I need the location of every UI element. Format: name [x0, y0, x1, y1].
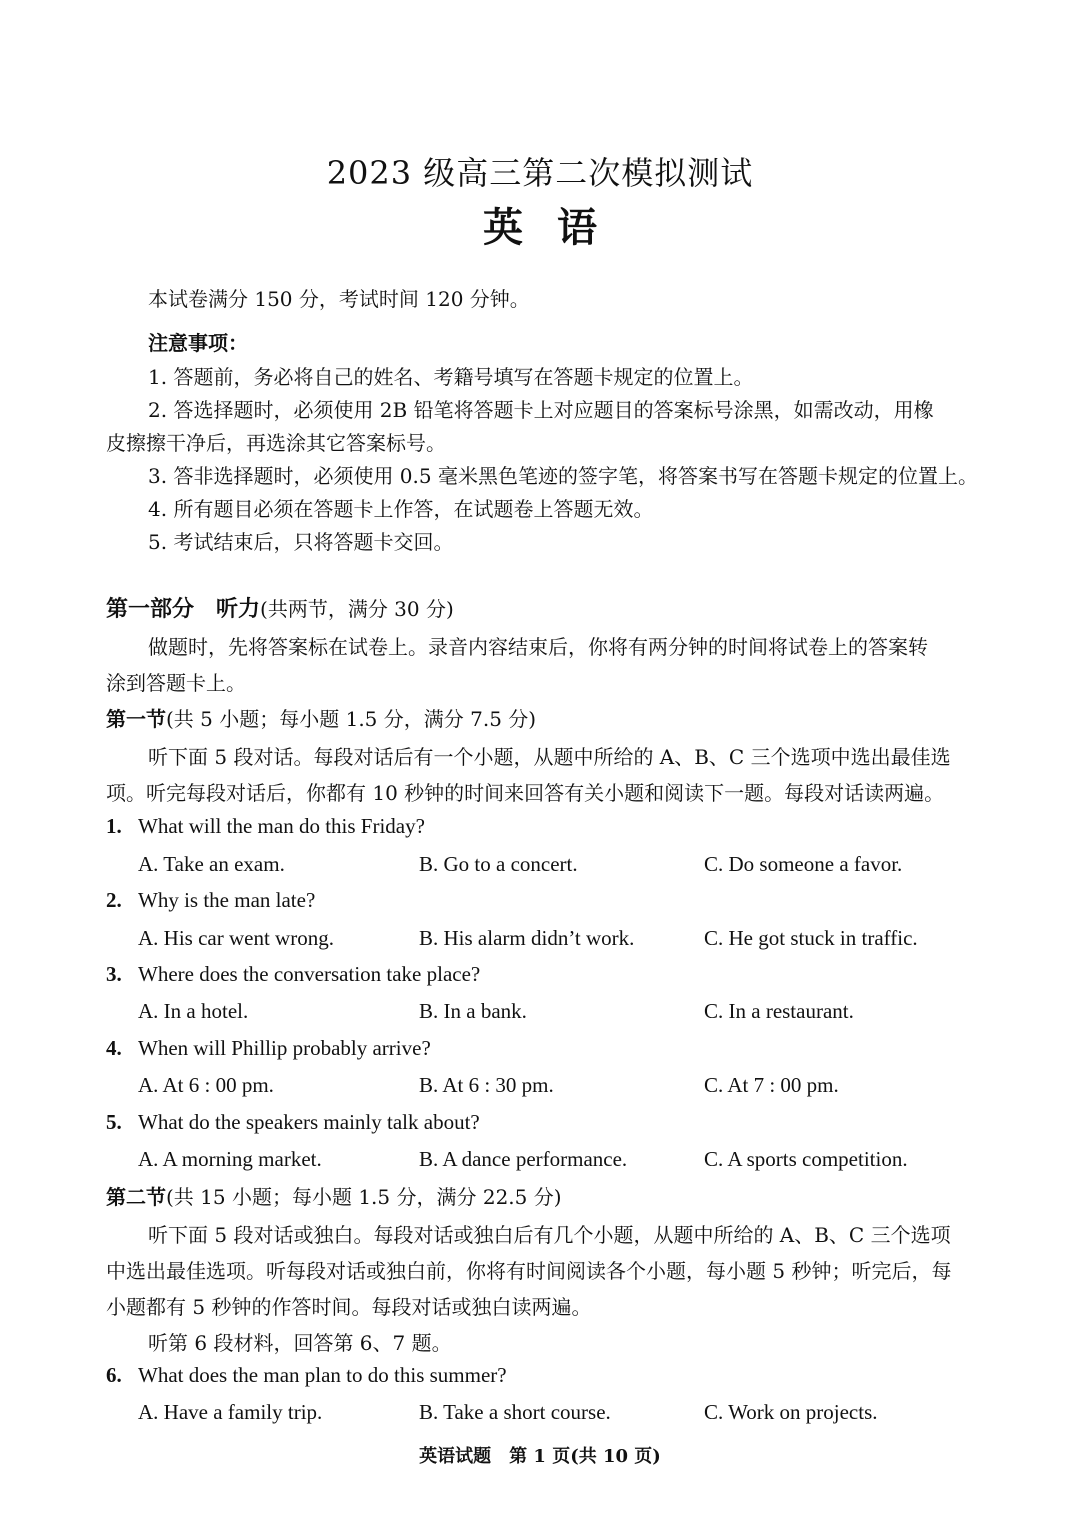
notice-item: 1. 答题前，务必将自己的姓名、考籍号填写在答题卡规定的位置上。	[148, 365, 754, 389]
notice-item: 5. 考试结束后，只将答题卡交回。	[148, 530, 454, 554]
option-b: B. At 6 : 30 pm.	[419, 1073, 554, 1097]
option-c: C. At 7 : 00 pm.	[704, 1073, 839, 1097]
question-text: Why is the man late?	[138, 888, 316, 912]
notice-title: 注意事项：	[148, 331, 248, 355]
option-a: A. A morning market.	[138, 1147, 322, 1171]
question-number: 2.	[106, 888, 122, 912]
notice-item: 3. 答非选择题时，必须使用 0.5 毫米黑色笔迹的签字笔，将答案书写在答题卡规定的位置上。	[148, 464, 978, 488]
page-footer: 英语试题 第 1 页(共 10 页)	[419, 1446, 661, 1467]
question-text: What will the man do this Friday?	[138, 814, 425, 838]
exam-title: 2023 级高三第二次模拟测试	[326, 154, 754, 192]
section2-instruction: 小题都有 5 秒钟的作答时间。每段对话或独白读两遍。	[106, 1295, 592, 1319]
section2-instruction: 听下面 5 段对话或独白。每段对话或独白后有几个小题，从题中所给的 A、B、C 三个选项	[148, 1223, 951, 1247]
option-b: B. In a bank.	[419, 999, 527, 1023]
question-text: What does the man plan to do this summer?	[138, 1363, 507, 1387]
part1-instruction: 做题时，先将答案标在试卷上。录音内容结束后，你将有两分钟的时间将试卷上的答案转	[148, 635, 928, 659]
option-c: C. Work on projects.	[704, 1400, 878, 1424]
option-b: B. Take a short course.	[419, 1400, 611, 1424]
option-c: C. In a restaurant.	[704, 999, 854, 1023]
question-text: Where does the conversation take place?	[138, 962, 481, 986]
option-a: A. At 6 : 00 pm.	[138, 1073, 274, 1097]
option-b: B. A dance performance.	[419, 1147, 628, 1171]
question-number: 4.	[106, 1036, 122, 1060]
section1-instruction: 听下面 5 段对话。每段对话后有一个小题，从题中所给的 A、B、C 三个选项中选出最佳选	[148, 745, 951, 769]
question-number: 3.	[106, 962, 122, 986]
notice-item: 4. 所有题目必须在答题卡上作答，在试题卷上答题无效。	[148, 497, 654, 521]
full-score-note: 本试卷满分 150 分，考试时间 120 分钟。	[148, 287, 530, 311]
part1-subtitle: (共两节，满分 30 分)	[260, 597, 454, 621]
section2-instruction: 中选出最佳选项。听每段对话或独白前，你将有时间阅读各个小题，每小题 5 秒钟；听完后，每	[106, 1259, 952, 1283]
material-note: 听第 6 段材料，回答第 6、7 题。	[148, 1331, 452, 1355]
question-number: 6.	[106, 1363, 122, 1387]
notice-item-cont: 皮擦擦干净后，再选涂其它答案标号。	[106, 431, 446, 455]
question-text: When will Phillip probably arrive?	[138, 1036, 431, 1060]
question-text: What do the speakers mainly talk about?	[138, 1110, 480, 1134]
section2-heading	[106, 1180, 562, 1214]
option-a: A. Take an exam.	[138, 852, 285, 876]
section1-subtitle: (共 5 小题；每小题 1.5 分，满分 7.5 分)	[166, 707, 537, 731]
option-c: C. A sports competition.	[704, 1147, 908, 1171]
section1-title: 第一节	[106, 707, 166, 731]
section2-title: 第二节	[106, 1185, 166, 1209]
part1-instruction: 涂到答题卡上。	[106, 671, 246, 695]
question-number: 5.	[106, 1110, 122, 1134]
option-b: B. His alarm didn’t work.	[419, 926, 635, 950]
question-number: 1.	[106, 814, 122, 838]
notice-item: 2. 答选择题时，必须使用 2B 铅笔将答题卡上对应题目的答案标号涂黑，如需改动，用橡	[148, 398, 934, 422]
option-b: B. Go to a concert.	[419, 852, 578, 876]
option-a: A. Have a family trip.	[138, 1400, 323, 1424]
section1-heading	[106, 702, 536, 736]
part1-title: 第一部分 听力	[106, 597, 261, 622]
section1-instruction: 项。听完每段对话后，你都有 10 秒钟的时间来回答有关小题和阅读下一题。每段对话读两遍。	[106, 781, 945, 805]
section2-subtitle: (共 15 小题；每小题 1.5 分，满分 22.5 分)	[166, 1185, 562, 1209]
option-c: C. Do someone a favor.	[704, 852, 903, 876]
part1-heading	[106, 592, 454, 623]
subject-title: 英语	[483, 204, 631, 251]
option-c: C. He got stuck in traffic.	[704, 926, 918, 950]
option-a: A. His car went wrong.	[138, 926, 334, 950]
option-a: A. In a hotel.	[138, 999, 249, 1023]
